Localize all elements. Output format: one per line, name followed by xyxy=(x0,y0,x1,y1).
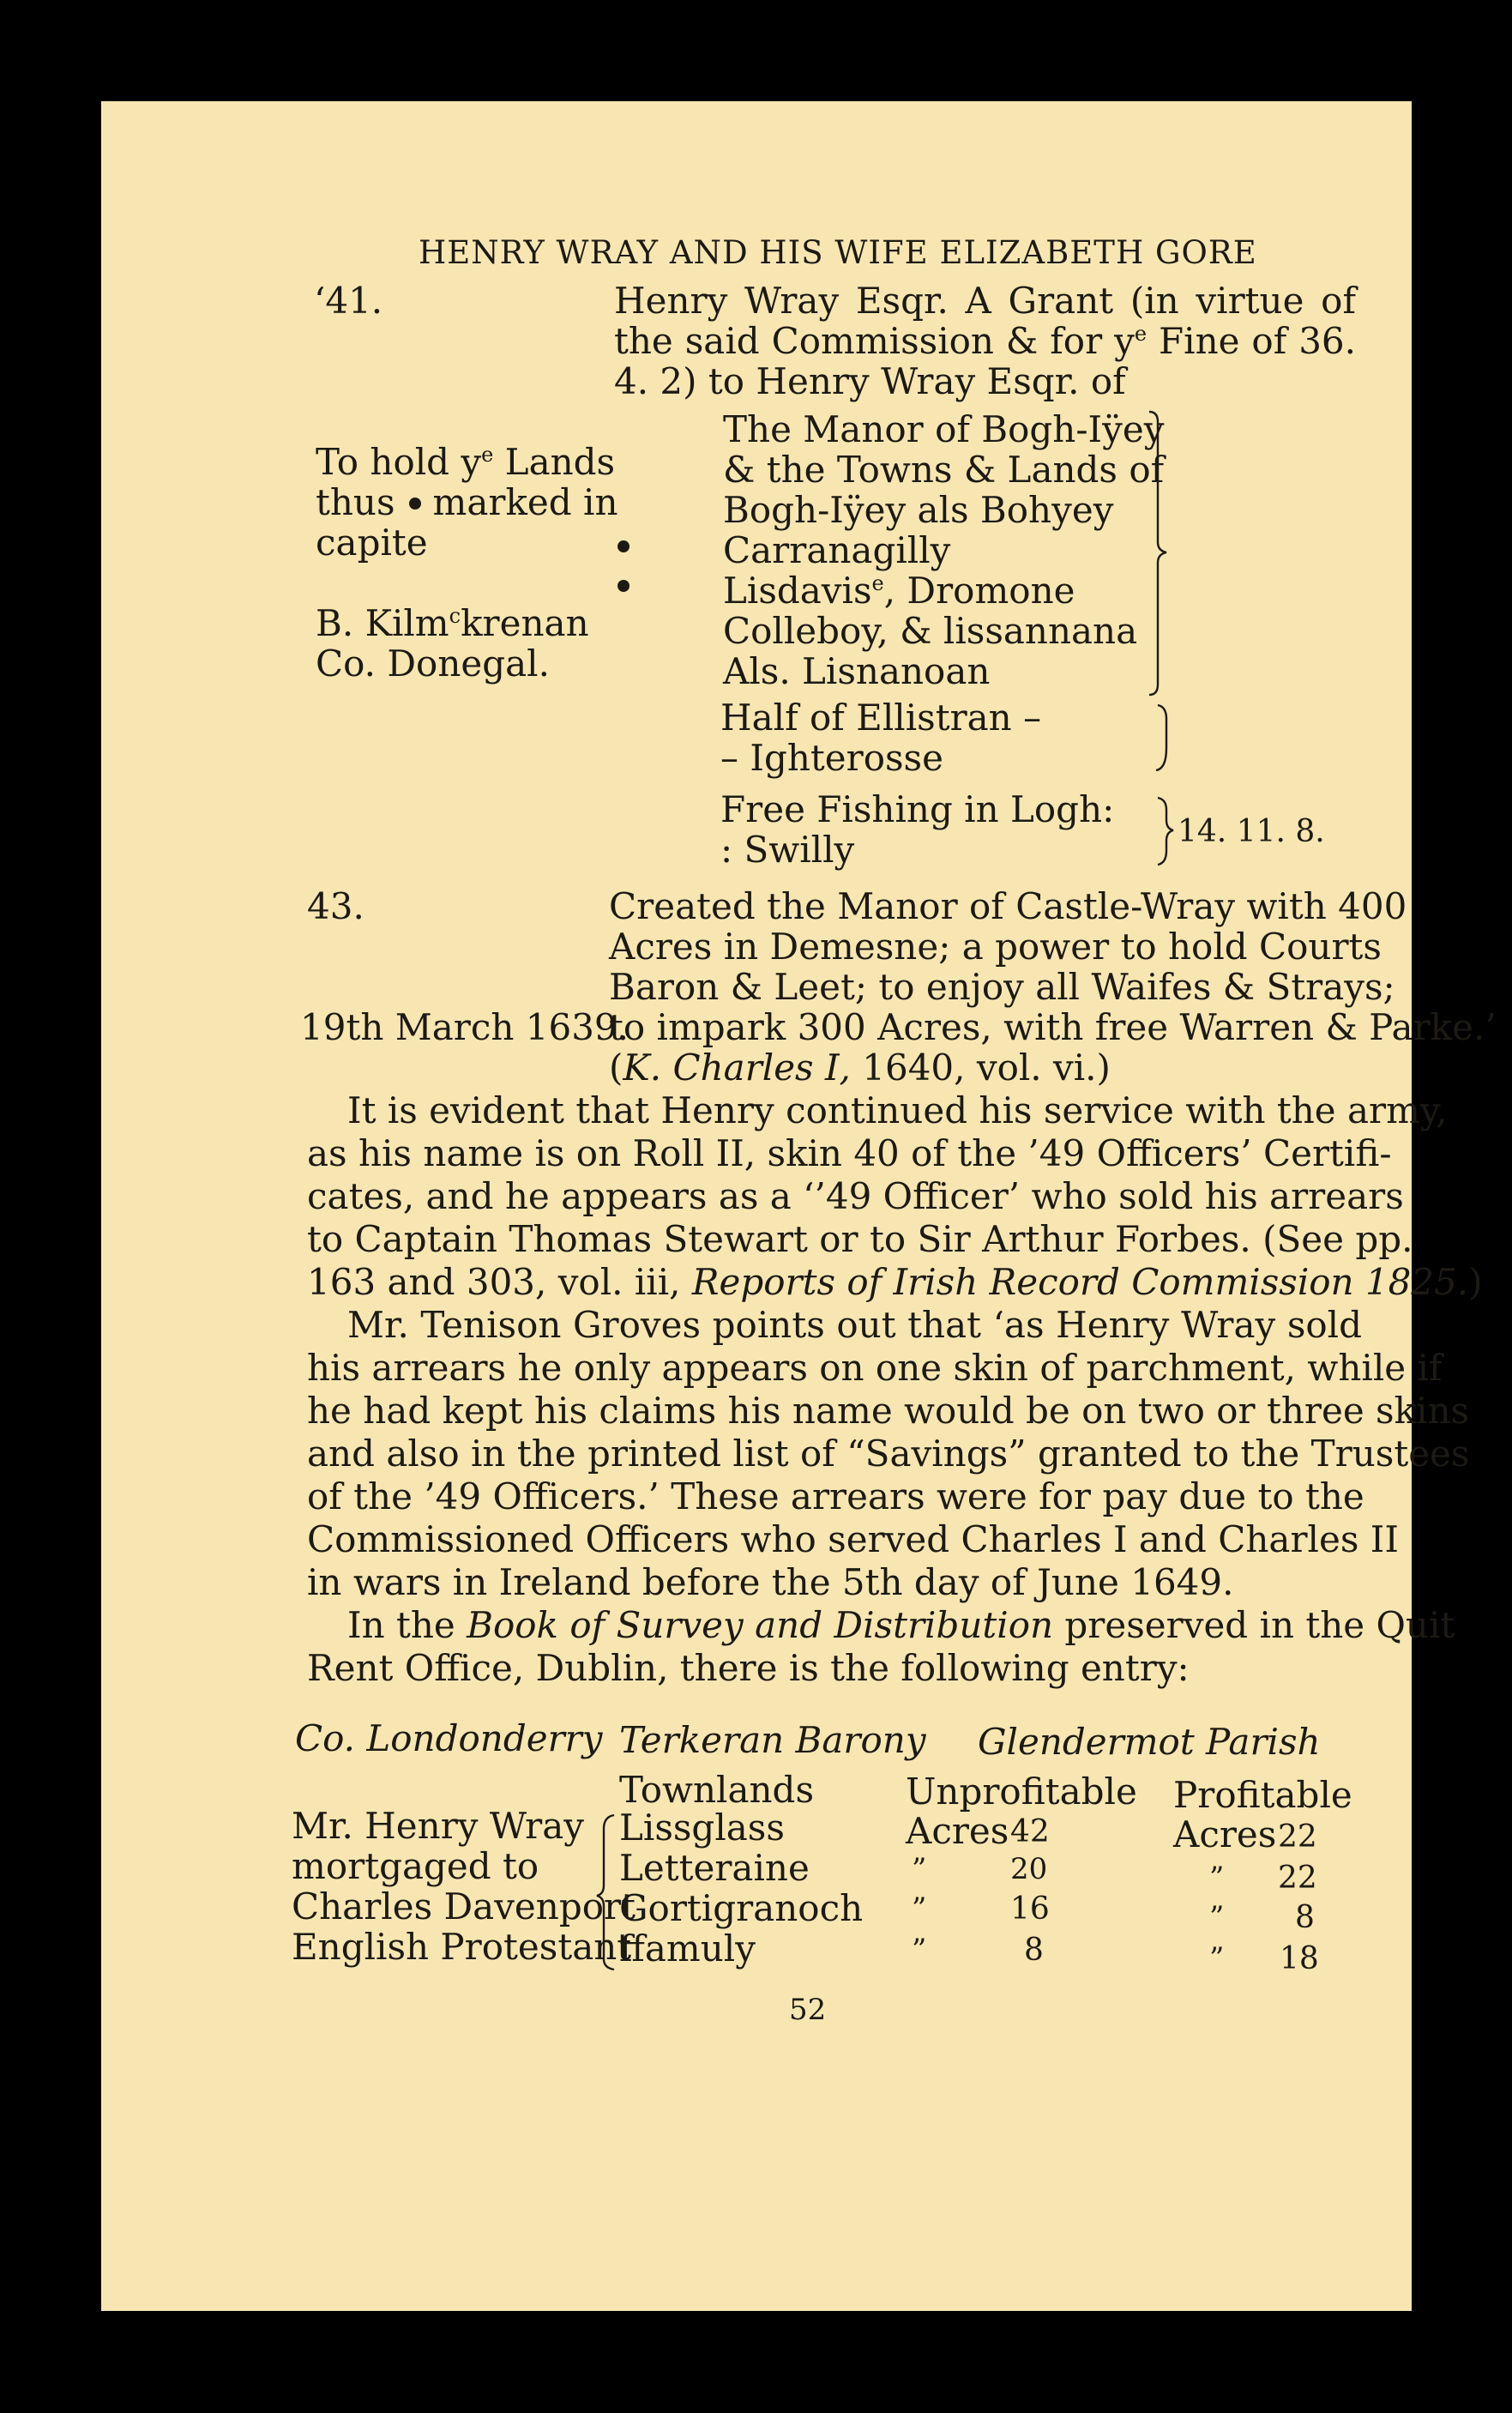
land-line-11: : Swilly xyxy=(720,829,855,871)
para3-line-1: In the Book of Survey and Distribution preserved in the Quit xyxy=(347,1604,1455,1646)
margin-note-line-2: thus marked in xyxy=(316,481,618,523)
margin-note-line-4: B. Kilm$^c$krenan xyxy=(316,602,589,644)
book-page xyxy=(101,101,1497,2311)
profitable-value-4: 18 xyxy=(1280,1941,1319,1976)
para2-line-7: in wars in Ireland before the 5th day of June 1649. xyxy=(307,1561,1234,1603)
land-line-2: & the Towns & Lands of xyxy=(723,449,1165,491)
unprofitable-acres-label: Acres xyxy=(906,1810,1009,1852)
land-line-9: – Ighterosse xyxy=(720,737,943,779)
para1-line-1: It is evident that Henry continued his service with the army, xyxy=(347,1089,1448,1131)
entry-41-number: ‘41. xyxy=(314,280,383,322)
townland-2: Letteraine xyxy=(619,1847,810,1889)
profitable-value-1: 22 xyxy=(1278,1819,1317,1855)
entry-43-line-4: to impark 300 Acres, with free Warren & Parke.’ xyxy=(609,1006,1497,1048)
rent-amount: 14. 11. 8. xyxy=(1178,814,1325,849)
owner-line-2: mortgaged to xyxy=(292,1845,539,1887)
grant-line-3: 4. 2) to Henry Wray Esqr. of xyxy=(614,360,1126,402)
survey-county: Co. Londonderry xyxy=(295,1717,603,1759)
land-line-8: Half of Ellistran – xyxy=(720,697,1042,739)
owner-brace xyxy=(101,101,1497,2311)
survey-barony: Terkeran Barony xyxy=(619,1719,926,1761)
para2-line-6: Commissioned Officers who served Charles I and Charles II xyxy=(307,1518,1399,1560)
townland-4: ffamuly xyxy=(619,1927,756,1970)
grant-line-2: the said Commission & for $y^e$ Fine of 36. xyxy=(614,320,1356,362)
entry-43-number: 43. xyxy=(307,885,364,927)
profitable-acres-label: Acres xyxy=(1173,1813,1277,1855)
col-profitable: Profitable xyxy=(1173,1774,1352,1816)
para2-line-2: his arrears he only appears on one skin of parchment, while if xyxy=(307,1347,1443,1389)
para3-line-2: Rent Office, Dublin, there is the following entry: xyxy=(307,1647,1190,1689)
townland-1: Lissglass xyxy=(619,1807,785,1849)
entry-43-line-3: Baron & Leet; to enjoy all Waifes & Strays; xyxy=(609,966,1395,1008)
ditto-mark: ” xyxy=(1209,1861,1225,1895)
para2-line-4: and also in the printed list of “Savings” granted to the Trustees xyxy=(307,1433,1470,1475)
margin-note-line-3: capite xyxy=(316,522,428,564)
para1-line-3: cates, and he appears as a ‘’49 Officer’ who sold his arrears xyxy=(307,1175,1404,1217)
para1-line-4: to Captain Thomas Stewart or to Sir Arthur Forbes. (See pp. xyxy=(307,1218,1413,1260)
land-line-5: Lisdavis$^e$, Dromone xyxy=(723,570,1075,612)
ditto-mark: ” xyxy=(912,1933,927,1967)
unprofitable-value-4: 8 xyxy=(1024,1933,1044,1968)
running-head: HENRY WRAY AND HIS WIFE ELIZABETH GORE xyxy=(419,234,1257,271)
land-line-10: Free Fishing in Logh: xyxy=(720,788,1115,830)
para2-line-3: he had kept his claims his name would be on two or three skins xyxy=(307,1390,1470,1432)
land-line-4: Carranagilly xyxy=(723,529,951,571)
unprofitable-value-3: 16 xyxy=(1010,1891,1050,1927)
margin-note-line-1: To hold $y^e$ Lands xyxy=(316,441,616,483)
margin-note-line-5: Co. Donegal. xyxy=(316,642,550,685)
col-townlands: Townlands xyxy=(619,1769,815,1811)
unprofitable-value-1: 42 xyxy=(1010,1814,1050,1849)
entry-43-date: 19th March 1639. xyxy=(300,1006,629,1048)
para1-line-2: as his name is on Roll II, skin 40 of the ’49 Officers’ Certifi- xyxy=(307,1132,1392,1174)
entry-43-citation: (K. Charles I, 1640, vol. vi.) xyxy=(609,1047,1111,1089)
entry-43-line-1: Created the Manor of Castle-Wray with 400 xyxy=(609,885,1407,927)
unprofitable-value-2: 20 xyxy=(1010,1852,1048,1886)
owner-line-1: Mr. Henry Wray xyxy=(292,1805,584,1847)
profitable-value-2: 22 xyxy=(1278,1861,1317,1896)
ditto-mark: ” xyxy=(912,1891,927,1926)
page-number: 52 xyxy=(789,1993,827,2027)
ditto-mark: ” xyxy=(1209,1941,1225,1976)
land-line-3: Bogh-Iÿey als Bohyey xyxy=(723,489,1114,531)
col-unprofitable: Unprofitable xyxy=(906,1771,1137,1813)
survey-parish: Glendermot Parish xyxy=(978,1721,1321,1763)
profitable-value-3: 8 xyxy=(1295,1900,1315,1935)
grant-line-1: Henry Wray Esqr. A Grant (in virtue of xyxy=(614,280,1356,322)
para2-line-1: Mr. Tenison Groves points out that ‘as Henry Wray sold xyxy=(347,1304,1362,1346)
para1-line-5: 163 and 303, vol. iii, Reports of Irish Record Commission 1825.) xyxy=(307,1261,1483,1303)
land-line-1: The Manor of Bogh-Iÿey xyxy=(723,408,1165,450)
land-line-7: Als. Lisnanoan xyxy=(723,650,991,692)
entry-43-line-2: Acres in Demesne; a power to hold Courts xyxy=(609,926,1382,968)
owner-line-3: Charles Davenport xyxy=(292,1885,636,1927)
para2-line-5: of the ’49 Officers.’ These arrears were for pay due to the xyxy=(307,1475,1364,1517)
owner-line-4: English Protestant xyxy=(292,1926,632,1968)
ditto-mark: ” xyxy=(912,1852,927,1886)
townland-3: Gortigranoch xyxy=(619,1887,864,1929)
land-line-6: Colleboy, & lissannana xyxy=(723,610,1138,652)
ditto-mark: ” xyxy=(1209,1900,1225,1934)
